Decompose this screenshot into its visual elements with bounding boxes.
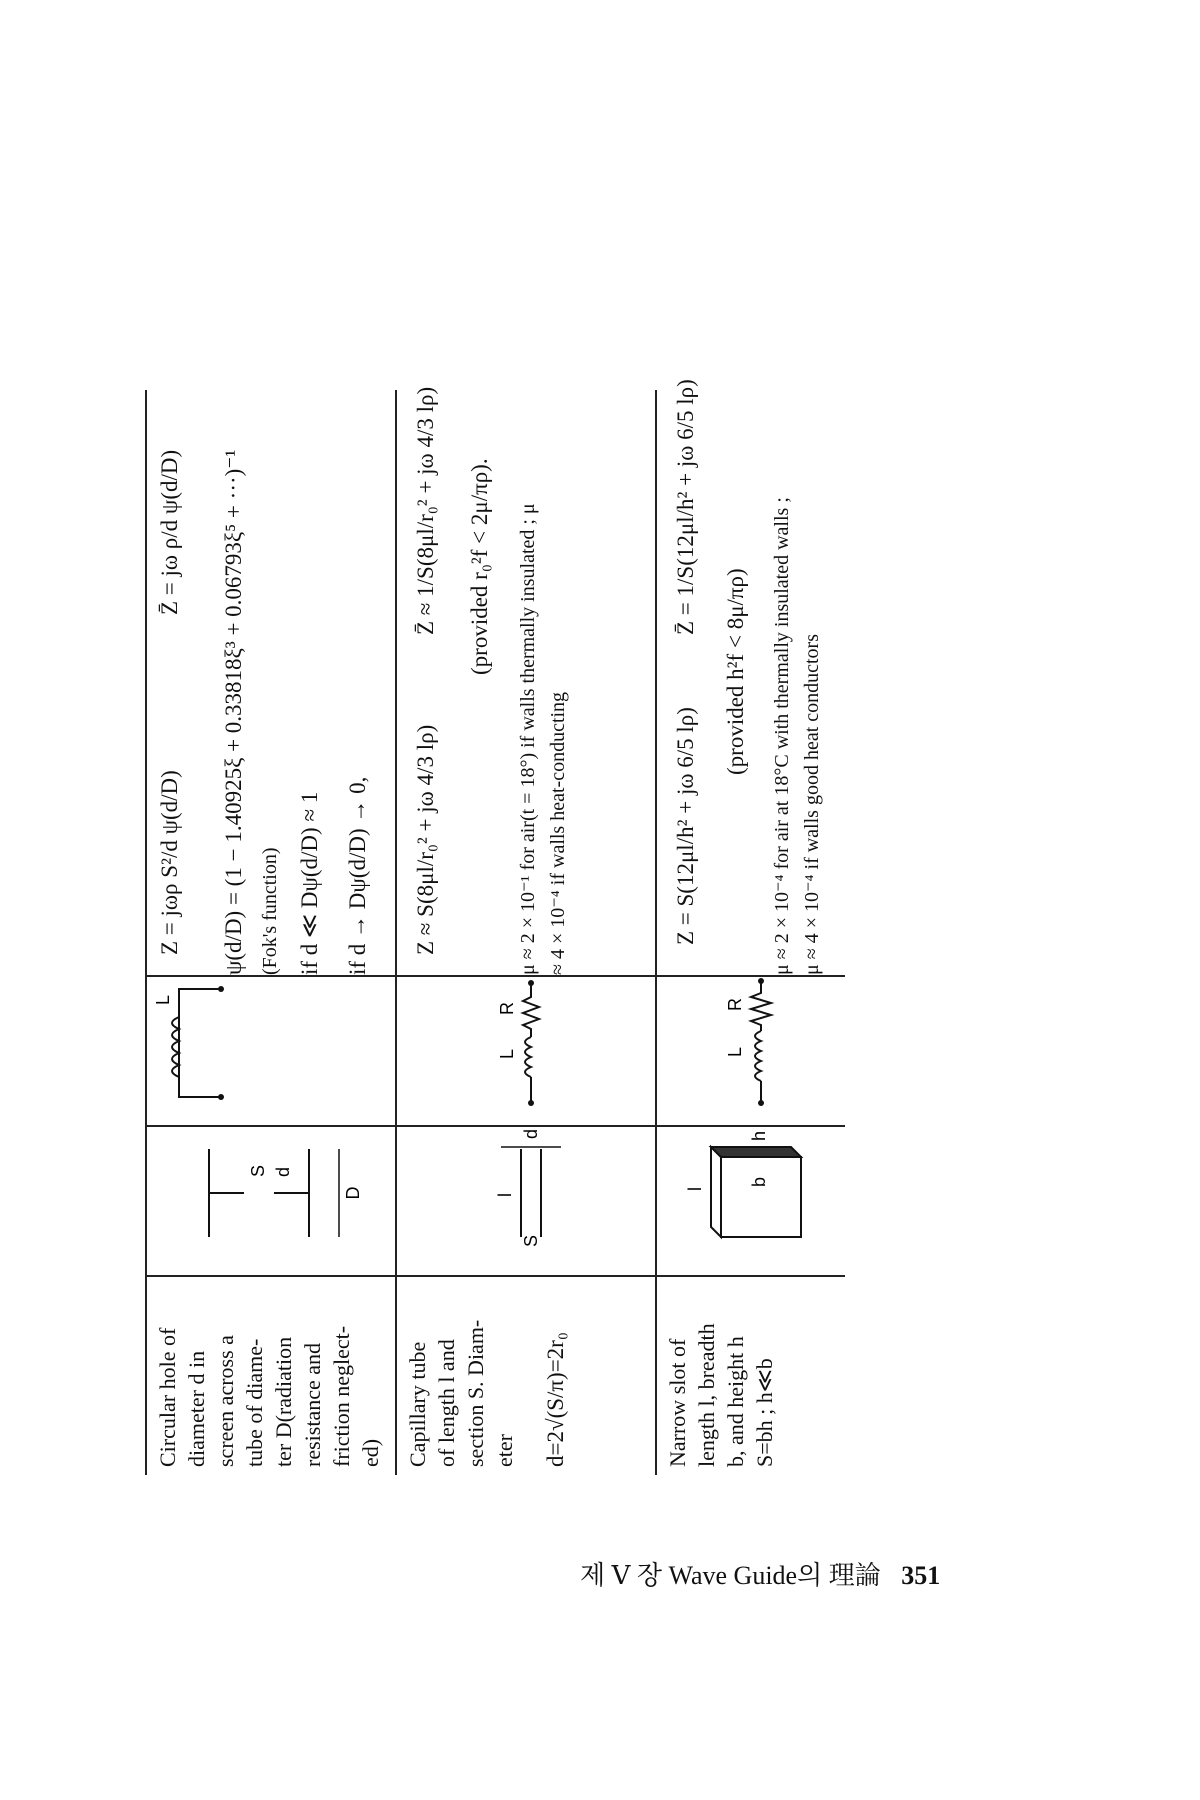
desc-line: tube of diame- <box>242 1338 267 1467</box>
row1-description <box>149 1279 393 1475</box>
figure-label-h: h <box>749 1130 769 1141</box>
desc-line: of length l and <box>434 1339 459 1467</box>
desc-line: Circular hole of <box>155 1327 180 1467</box>
figure-label-S: S <box>248 1164 268 1177</box>
figure-label-D: D <box>343 1186 363 1200</box>
page-footer <box>580 1555 1000 1592</box>
fok-function: ψ(d/D) = (1 − 1.40925ξ + 0.33818ξ³ + 0.06793ξ⁵ + ···)⁻¹ <box>221 449 246 975</box>
diameter-formula: d=2√(S/π)=2r₀ <box>543 1332 568 1467</box>
impedance-table <box>145 379 845 1475</box>
figure-label-S: S <box>521 1234 541 1247</box>
desc-line: length l, breadth <box>694 1323 719 1467</box>
desc-line: diameter d in <box>184 1350 209 1467</box>
row2-description <box>399 1279 653 1475</box>
formula-normalized: Z̄ ≈ 1/S(8μl/r₀² + jω 4/3 lρ) <box>413 386 438 635</box>
desc-line: friction neglect- <box>329 1325 354 1467</box>
desc-line: S=bh ; h≪b <box>752 1358 777 1467</box>
note-line: if d ≪ Dψ(d/D) ≈ 1 <box>297 791 322 975</box>
row1-circuit <box>145 977 395 1125</box>
figure-label-l: l <box>685 1187 705 1191</box>
lr-circuit-icon <box>661 969 849 1117</box>
desc-line: eter <box>492 1434 517 1467</box>
chapter-title: 제 Ⅴ 장 Wave Guide의 理論 <box>580 1561 881 1590</box>
formula-normalized: Z̄ = 1/S(12μl/h² + jω 6/5 lρ) <box>673 379 698 635</box>
note-line: μ ≈ 4 × 10⁻⁴ if walls good heat conductors <box>801 633 823 975</box>
formula-main: Z = jωρ S²/d ψ(d/D) <box>157 770 182 955</box>
figure-label-d: d <box>521 1128 541 1139</box>
narrow-slot-figure <box>661 1119 849 1267</box>
condition: (provided h²f < 8μ/πρ) <box>723 568 748 775</box>
formula-normalized: Z̄ = jω ρ/d ψ(d/D) <box>157 449 182 615</box>
row1-formulas <box>147 390 395 975</box>
figure-label-b: b <box>749 1176 769 1187</box>
row1-figure <box>145 1127 395 1275</box>
row2-circuit <box>397 977 655 1125</box>
row3-circuit <box>657 977 845 1125</box>
formula-main: Z ≈ S(8μl/r₀² + jω 4/3 lρ) <box>413 724 438 955</box>
row2-figure <box>397 1127 655 1275</box>
row-divider <box>655 390 657 1475</box>
desc-line: section S. Diam- <box>463 1319 488 1467</box>
note-line: μ ≈ 2 × 10⁻¹ for air(t = 18°) if walls thermally insulated ; μ <box>517 503 539 975</box>
circuit-label-L: L <box>153 994 173 1005</box>
desc-line: screen across a <box>213 1335 238 1467</box>
condition: (provided r₀²f < 2μ/πρ). <box>467 458 492 675</box>
capillary-tube-figure <box>401 1119 659 1267</box>
desc-line: Capillary tube <box>405 1341 430 1467</box>
desc-line: ed) <box>358 1438 383 1467</box>
note-line: μ ≈ 2 × 10⁻⁴ for air at 18°C with thermally insulated walls ; <box>771 497 793 975</box>
desc-line: Narrow slot of <box>665 1338 690 1467</box>
desc-line: resistance and <box>300 1343 325 1467</box>
row3-description <box>659 1279 845 1475</box>
circuit-label-L: L <box>725 1046 745 1057</box>
desc-line: ter D(radiation <box>271 1336 296 1467</box>
page-number: 351 <box>901 1561 941 1590</box>
formula-main: Z = S(12μl/h² + jω 6/5 lρ) <box>673 707 698 945</box>
note-line: ≈ 4 × 10⁻⁴ if walls heat-conducting <box>547 691 569 975</box>
column-divider <box>145 1275 845 1277</box>
note-line: (Fok's function) <box>259 847 281 975</box>
inductor-circuit-icon <box>149 969 399 1117</box>
hole-in-tube-figure <box>149 1119 399 1267</box>
note-line: if d → Dψ(d/D) → 0, <box>345 776 370 975</box>
row2-formulas <box>399 386 653 975</box>
row3-formulas <box>659 379 845 975</box>
row-divider <box>395 390 397 1475</box>
circuit-label-R: R <box>725 998 745 1011</box>
figure-label-l: l <box>495 1193 515 1197</box>
circuit-label-R: R <box>497 1002 517 1015</box>
desc-line: b, and height h <box>723 1336 748 1467</box>
row3-figure <box>657 1127 845 1275</box>
circuit-label-L: L <box>497 1048 517 1059</box>
lr-circuit-icon <box>401 969 659 1117</box>
figure-label-d: d <box>273 1166 293 1177</box>
